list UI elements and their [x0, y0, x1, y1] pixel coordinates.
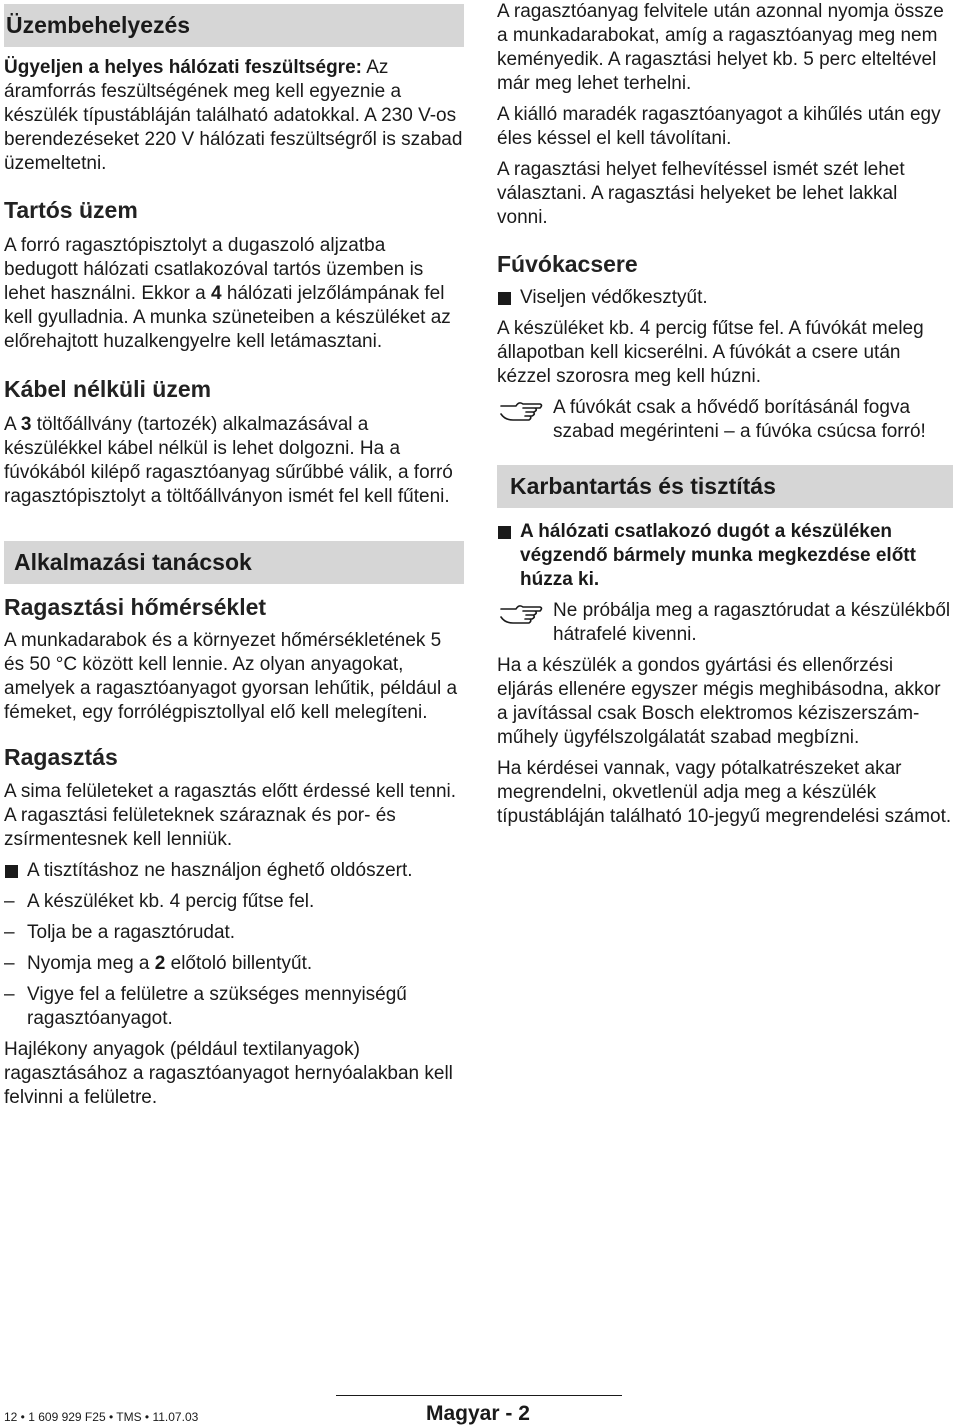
para-voltage-lead: Ügyeljen a helyes hálózati feszültségre: — [4, 57, 362, 78]
para-excess: A kiálló maradék ragasztóanyagot a kihűlés után egy éles késsel el kell távolítani. — [497, 104, 941, 149]
step-trigger-num: 2 — [154, 953, 166, 974]
step-trigger — [4, 952, 464, 976]
footer-page: Magyar - 2 — [426, 1402, 530, 1425]
bullet-unplug — [497, 520, 953, 592]
para-nozzle: A készüléket kb. 4 percig fűtse fel. A fúvókát meleg állapotban kell kicserélni. A fúvókát a csere után kézzel szorosra meg kell húzni. — [497, 318, 924, 387]
footer-rule — [336, 1395, 622, 1396]
bullet-unplug-text: A hálózati csatlakozó dugót a készüléken végzendő bármely munka megkezdése előtt húzza ki. — [520, 521, 916, 590]
para-voltage-rest: Az áramforrás feszültségének meg kell egyeznie a készülék típustábláján található adatokkal. A 230 V-os berendezéseket 220 V hálózati feszültségről is szabad üzemeltetni. — [4, 57, 463, 174]
dash-marker: – — [4, 984, 15, 1005]
bullet-solvent — [4, 859, 464, 883]
para-cordless-num: 3 — [20, 414, 32, 435]
para-continuous-1: A forró ragasztópisztolyt a dugaszoló aljzatba bedugott hálózati csatlakozóval tartós üzemben is lehet használni. Ekkor a — [4, 235, 424, 304]
heading-install: Üzembehelyezés — [4, 4, 464, 47]
para-press: A ragasztóanyag felvitele után azonnal nyomja össze a munkadarabokat, amíg a ragasztóanyag meg nem keményedik. A ragasztási helyet kb. 5 perc elteltével már meg lehet terhelni. — [497, 1, 944, 94]
para-cordless — [4, 413, 464, 509]
para-parts: Ha kérdései vannak, vagy pótalkatrészeket akar megrendelni, okvetlenül adja meg a készülék típustábláján található 10-jegyű megrendelési számot. — [497, 758, 952, 827]
note-nozzle — [497, 396, 953, 444]
step-heat — [4, 890, 464, 914]
para-continuous — [4, 234, 464, 354]
heading-maintenance: Karbantartás és tisztítás — [497, 465, 953, 508]
step-apply — [4, 983, 464, 1031]
step-insert-text: Tolja be a ragasztórudat. — [27, 922, 236, 943]
right-column — [497, 0, 953, 829]
pointing-hand-icon — [499, 398, 545, 422]
para-voltage — [4, 56, 464, 176]
dash-marker: – — [4, 953, 15, 974]
para-continuous-2: hálózati jelzőlámpának fel kell gyulladnia. A munka szüneteiben a készüléket az előrehajtott huzalkengyelre kell letámasztani. — [4, 283, 451, 352]
note-nozzle-text: A fúvókát csak a hővédő borításánál fogva szabad megérinteni – a fúvóka csúcsa forró! — [553, 397, 926, 442]
square-bullet-icon — [498, 292, 511, 305]
para-cordless-1: A — [4, 414, 21, 435]
bullet-solvent-text: A tisztításhoz ne használjon éghető oldószert. — [27, 860, 413, 881]
step-trigger-b: előtoló billentyűt. — [165, 953, 313, 974]
heading-glue: Ragasztás — [4, 744, 118, 770]
para-cordless-2: töltőállvány (tartozék) alkalmazásával a készülékkel kábel nélkül is lehet dolgozni. Ha a fúvókából kilépő ragasztóanyag sűrűbbé válik, a forró ragasztópisztolyt a töltőállványon ismét fel kell fűteni. — [4, 414, 453, 507]
para-temp: A munkadarabok és a környezet hőmérsékletének 5 és 50 °C között kell lennie. Az olyan anyagokat, amelyek a ragasztóanyagot gyorsan lehűtik, például a fémeket, egy forrólégpisztollyal elő kell melegíteni. — [4, 630, 458, 723]
heading-nozzle: Fúvókacsere — [497, 251, 638, 277]
note-stick-text: Ne próbálja meg a ragasztórudat a készülékből hátrafelé kivenni. — [553, 600, 951, 645]
heading-tips: Alkalmazási tanácsok — [4, 541, 464, 584]
square-bullet-icon — [498, 526, 511, 539]
heading-cordless: Kábel nélküli üzem — [4, 376, 212, 402]
dash-marker: – — [4, 922, 15, 943]
step-heat-text: A készüléket kb. 4 percig fűtse fel. — [27, 891, 315, 912]
step-insert — [4, 921, 464, 945]
para-flexible: Hajlékony anyagok (például textilanyagok) ragasztásához a ragasztóanyagot hernyóalakban kell felvinni a felületre. — [4, 1039, 453, 1108]
step-trigger-a: Nyomja meg a — [27, 953, 155, 974]
bullet-gloves — [497, 286, 953, 310]
pointing-hand-icon — [499, 601, 545, 625]
para-separate: A ragasztási helyet felhevítéssel ismét szét lehet választani. A ragasztási helyeket be lehet lakkal vonni. — [497, 159, 905, 228]
step-apply-text: Vigye fel a felületre a szükséges mennyiségű ragasztóanyagot. — [27, 984, 407, 1029]
para-continuous-num: 4 — [211, 283, 222, 304]
para-glue: A sima felületeket a ragasztás előtt érdessé kell tenni. A ragasztási felületeknek száraznak és por- és zsírmentesnek kell lenniük. — [4, 781, 457, 850]
para-repair: Ha a készülék a gondos gyártási és ellenőrzési eljárás ellenére egyszer mégis meghibásodna, akkor a javítással csak Bosch elektromos kéziszerszám-műhely ügyfélszolgálatát szabad megbízni. — [497, 655, 941, 748]
note-stick — [497, 599, 953, 647]
dash-marker: – — [4, 891, 15, 912]
square-bullet-icon — [5, 865, 18, 878]
bullet-gloves-text: Viseljen védőkesztyűt. — [520, 287, 708, 308]
footer-code: 12 • 1 609 929 F25 • TMS • 11.07.03 — [4, 1410, 199, 1424]
heading-temp: Ragasztási hőmérséklet — [4, 594, 267, 620]
heading-continuous: Tartós üzem — [4, 197, 138, 223]
left-column — [4, 0, 464, 1110]
